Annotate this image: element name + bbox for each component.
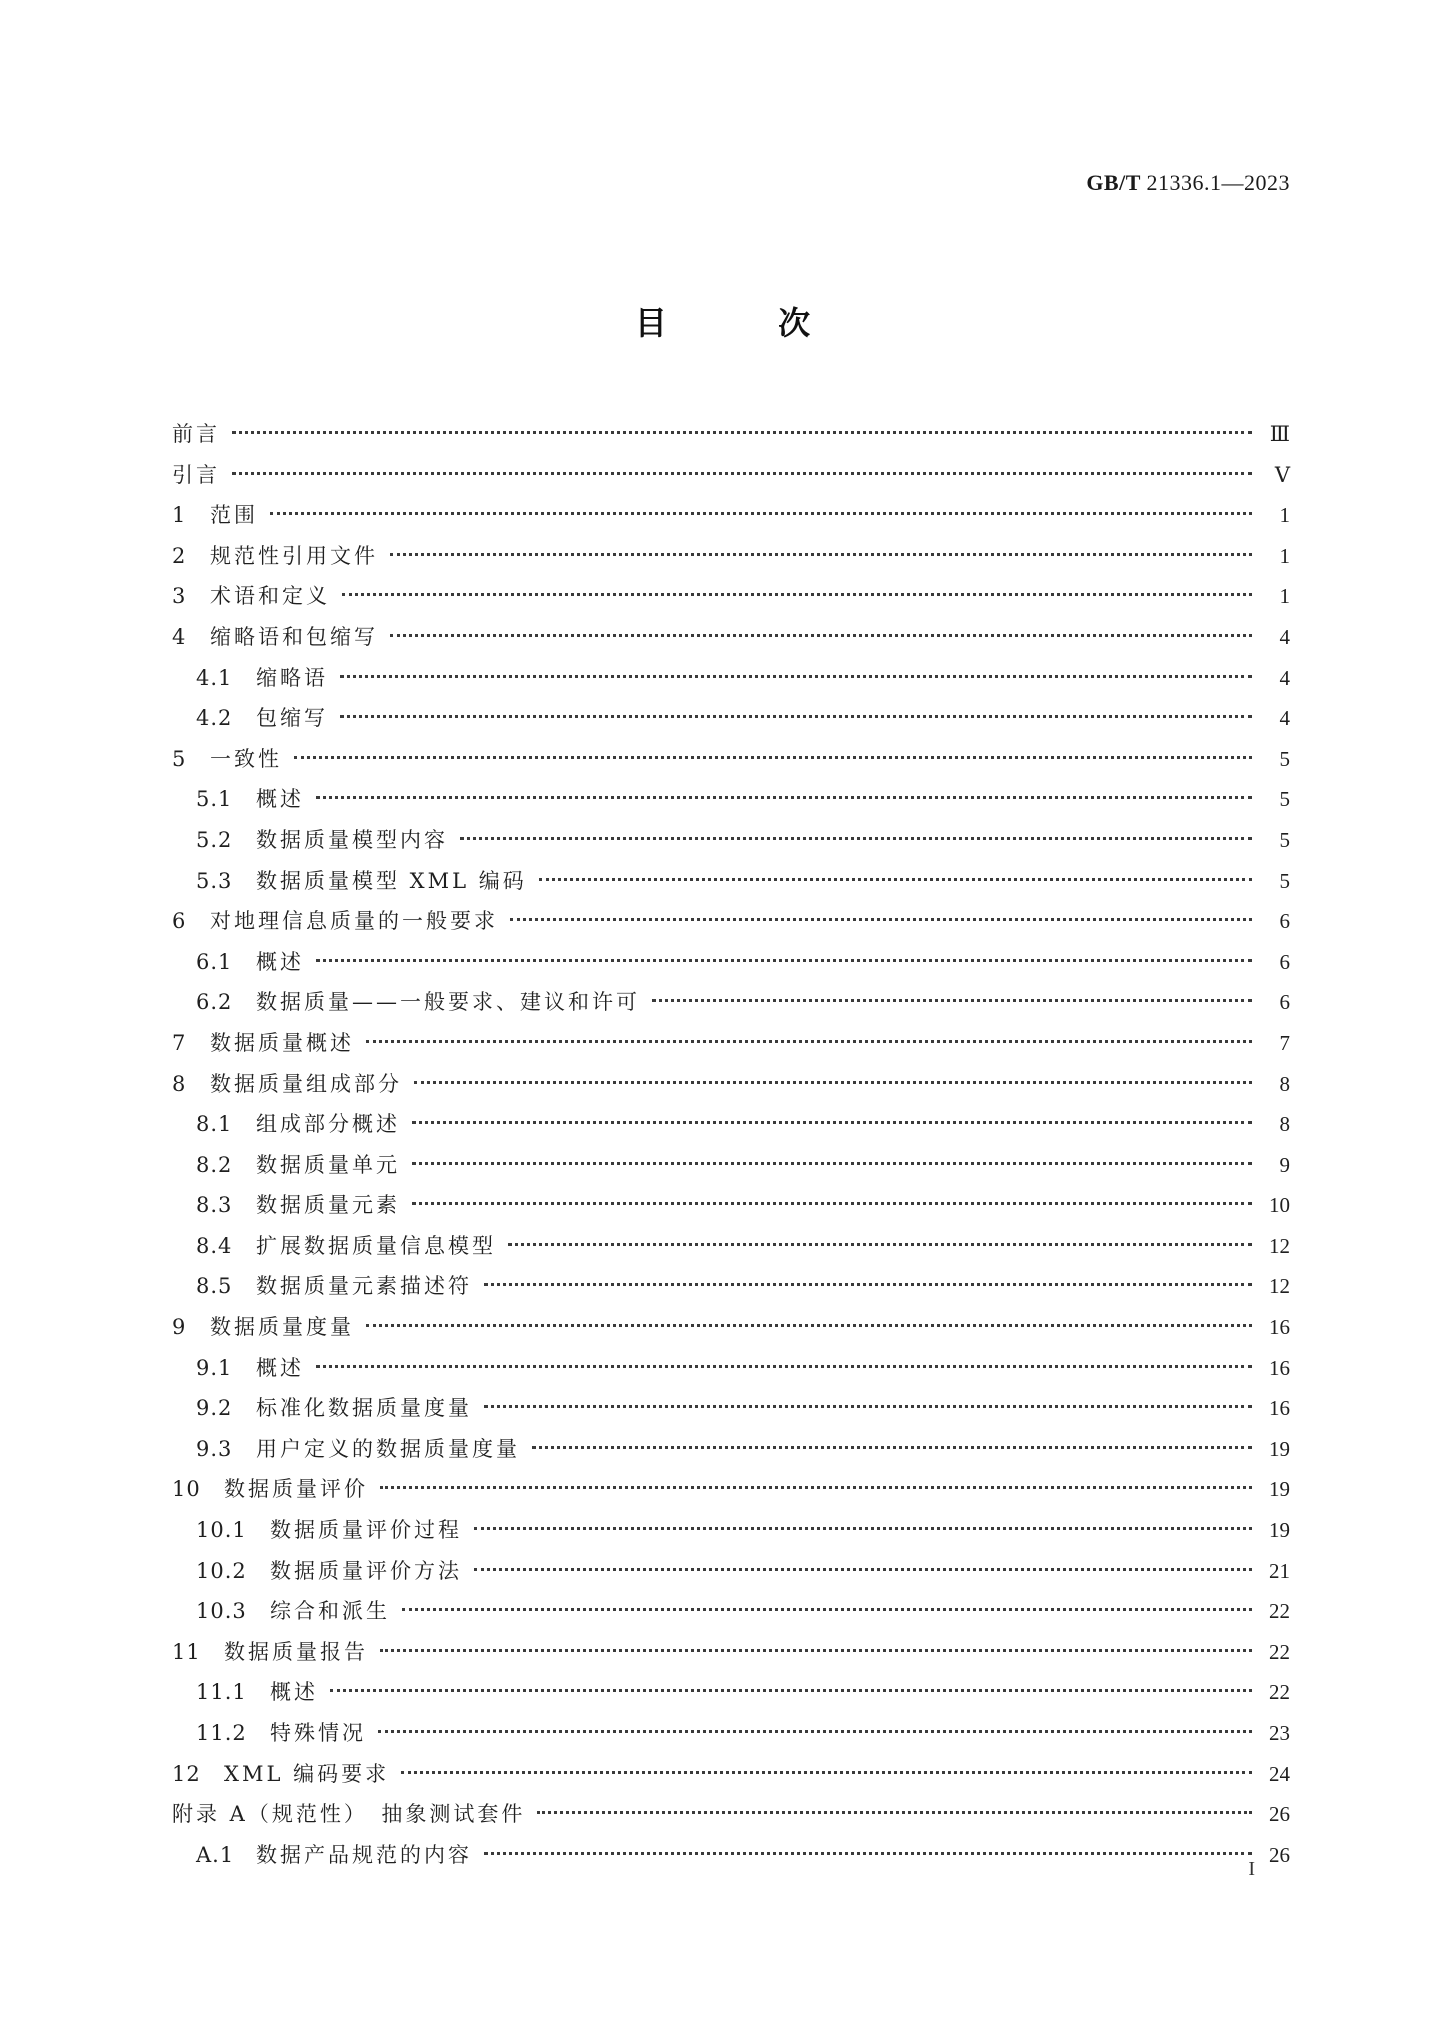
toc-entry-page: 9 [1279,1152,1290,1177]
dot-leader [508,1243,1252,1246]
toc-entry[interactable] [172,1185,1290,1226]
toc-entry[interactable] [172,820,1290,861]
dot-leader [484,1405,1252,1408]
toc-entry[interactable] [172,982,1290,1023]
toc-entry-page: 4 [1279,624,1290,649]
toc-entry-page: 7 [1279,1030,1290,1055]
dot-leader [316,796,1252,799]
toc-entry-page: 22 [1269,1599,1290,1624]
dot-leader [366,1324,1252,1327]
toc-entry-number: 1 [172,503,187,528]
toc-entry[interactable] [172,1591,1290,1632]
toc-entry-number: 5.3 [196,868,233,893]
toc-entry-title: 缩略语 [256,665,328,690]
toc-entry-title: 包缩写 [256,706,328,731]
toc-entry-number: 6 [172,909,187,934]
toc-entry-page: 26 [1269,1802,1290,1827]
toc-entry-title: 数据质量——一般要求、建议和许可 [256,990,640,1015]
toc-entry-number: 10.2 [196,1558,247,1583]
standard-prefix: GB/T [1086,170,1141,195]
dot-leader [412,1121,1252,1124]
toc-entry-page: 4 [1279,665,1290,690]
toc-entry-page: Ⅴ [1274,462,1290,487]
toc-entry-page: 10 [1269,1193,1290,1218]
toc-entry-page: 16 [1269,1396,1290,1421]
toc-entry-page: 5 [1279,827,1290,852]
toc-entry-page: 21 [1269,1558,1290,1583]
toc-entry[interactable] [172,1469,1290,1510]
toc-entry[interactable] [172,1348,1290,1389]
dot-leader [232,472,1252,475]
toc-entry[interactable] [172,1266,1290,1307]
toc-entry-title: 缩略语和包缩写 [210,624,378,649]
toc-entry-number: 5.1 [196,787,233,812]
toc-entry-page: 6 [1279,949,1290,974]
toc-entry-number: 8.2 [196,1152,233,1177]
dot-leader [380,1649,1252,1652]
toc-entry-number: 8 [172,1071,187,1096]
toc-entry-page: 19 [1269,1518,1290,1543]
toc-entry-title: 组成部分概述 [256,1112,400,1137]
dot-leader [330,1689,1252,1692]
toc-entry-page: 1 [1279,543,1290,568]
toc-entry-number: 8.1 [196,1112,233,1137]
toc-entry-title: 数据质量单元 [256,1152,400,1177]
toc-entry[interactable] [172,1388,1290,1429]
toc-entry-title: 数据质量评价过程 [270,1518,462,1543]
toc-entry-page: 24 [1269,1761,1290,1786]
dot-leader [510,918,1252,921]
toc-entry-number: 10.3 [196,1599,247,1624]
toc-entry-number: 9.2 [196,1396,233,1421]
toc-entry[interactable] [172,1510,1290,1551]
dot-leader [390,553,1252,556]
toc-entry-title: 前言 [172,422,220,446]
standard-number: 21336.1—2023 [1146,170,1290,195]
toc-entry-page: 19 [1269,1436,1290,1461]
dot-leader [484,1852,1252,1855]
dot-leader [316,959,1252,962]
dot-leader [390,634,1252,637]
page-title: 目 次 [634,304,861,342]
toc-entry[interactable] [172,739,1290,780]
page-number: I [1248,1858,1255,1880]
toc-entry-title: 概述 [256,787,304,812]
toc-entry-title: 范围 [210,503,258,528]
dot-leader [402,1608,1252,1611]
toc-entry[interactable] [172,536,1290,577]
toc-entry-page: 5 [1279,868,1290,893]
toc-entry[interactable] [172,1429,1290,1470]
toc-entry-title: 规范性引用文件 [210,543,378,568]
toc-entry[interactable] [172,1226,1290,1267]
toc-entry-number: 5 [172,746,187,771]
toc-entry-title: 数据质量模型 XML 编码 [256,868,527,893]
toc-entry-title: 数据质量评价 [224,1477,368,1502]
dot-leader [340,675,1252,678]
toc-entry-number: 11.2 [196,1721,247,1745]
toc-entry-number: 8.3 [196,1193,233,1218]
toc-entry[interactable] [172,1835,1290,1876]
table-of-contents [172,414,1290,1875]
toc-entry-title: 数据质量元素描述符 [256,1274,472,1299]
toc-entry[interactable] [172,1672,1290,1713]
toc-entry-page: 5 [1279,787,1290,812]
dot-leader [366,1040,1252,1043]
toc-entry-title: 一致性 [210,746,282,771]
toc-entry-page: 19 [1269,1477,1290,1502]
toc-entry-page: 22 [1269,1680,1290,1705]
toc-entry-number: 9 [172,1315,187,1340]
toc-entry-page: 8 [1279,1071,1290,1096]
toc-entry-title: 概述 [270,1680,318,1705]
toc-entry[interactable] [172,1632,1290,1673]
toc-entry-page: 16 [1269,1315,1290,1340]
toc-entry[interactable] [172,1023,1290,1064]
toc-entry-title: 数据质量组成部分 [210,1071,402,1096]
dot-leader [539,878,1252,881]
toc-entry-page: 12 [1269,1233,1290,1258]
dot-leader [294,756,1252,759]
toc-entry[interactable] [172,455,1290,496]
toc-entry-page: 6 [1279,990,1290,1015]
toc-entry-page: 22 [1269,1639,1290,1664]
toc-entry-title: 数据质量元素 [256,1193,400,1218]
dot-leader [316,1365,1252,1368]
toc-entry-page: 6 [1279,909,1290,934]
dot-leader [484,1283,1252,1286]
toc-entry-page: 23 [1269,1721,1290,1745]
toc-entry[interactable] [172,576,1290,617]
toc-entry-number: 6.2 [196,990,233,1015]
toc-entry-title: 概述 [256,1355,304,1380]
toc-entry[interactable] [172,1551,1290,1592]
toc-entry[interactable] [172,1145,1290,1186]
toc-entry-title: 用户定义的数据质量度量 [256,1436,520,1461]
toc-entry[interactable] [172,901,1290,942]
toc-entry-number: 9.3 [196,1436,233,1461]
toc-entry-title: 术语和定义 [210,584,330,609]
toc-entry-page: 1 [1279,503,1290,528]
dot-leader [414,1081,1252,1084]
toc-entry-number: 5.2 [196,827,233,852]
toc-entry[interactable] [172,1754,1290,1795]
toc-entry-page: 8 [1279,1112,1290,1137]
toc-entry-number: A.1 [196,1842,235,1867]
toc-entry-title: 扩展数据质量信息模型 [256,1233,496,1258]
toc-entry-number: 12 [172,1761,201,1786]
dot-leader [474,1568,1252,1571]
dot-leader [401,1771,1252,1774]
dot-leader [532,1446,1252,1449]
toc-entry-number: 4.2 [196,706,233,731]
dot-leader [460,837,1252,840]
toc-entry-title: 数据质量模型内容 [256,827,448,852]
toc-entry-title: XML 编码要求 [224,1761,390,1786]
toc-entry-title: 数据质量度量 [210,1315,354,1340]
toc-entry-title: 引言 [172,462,220,487]
toc-entry-title: 对地理信息质量的一般要求 [210,909,498,934]
toc-entry-title: 数据质量报告 [224,1639,368,1664]
toc-entry-page: 12 [1269,1274,1290,1299]
toc-entry-page: 1 [1279,584,1290,609]
toc-entry-number: 7 [172,1030,187,1055]
dot-leader [340,715,1252,718]
dot-leader [412,1202,1252,1205]
toc-entry-page: 5 [1279,746,1290,771]
toc-entry-title: 数据质量概述 [210,1030,354,1055]
toc-entry-number: 2 [172,543,187,568]
dot-leader [380,1486,1252,1489]
toc-entry-title: 特殊情况 [270,1721,366,1745]
toc-entry-title: 综合和派生 [270,1599,390,1624]
toc-entry[interactable] [172,942,1290,983]
dot-leader [232,431,1252,434]
toc-entry[interactable] [172,414,1290,455]
toc-entry[interactable] [172,1064,1290,1105]
dot-leader [474,1527,1252,1530]
toc-entry-title: 标准化数据质量度量 [256,1396,472,1421]
toc-entry-number: 6.1 [196,949,233,974]
toc-entry[interactable] [172,861,1290,902]
dot-leader [378,1730,1252,1733]
toc-entry[interactable] [172,495,1290,536]
toc-entry-number: 8.5 [196,1274,233,1299]
toc-entry[interactable] [172,617,1290,658]
toc-entry-page: 16 [1269,1355,1290,1380]
toc-entry[interactable] [172,1794,1290,1835]
toc-entry-title: 数据产品规范的内容 [256,1842,472,1867]
toc-entry-page: 26 [1269,1842,1290,1867]
toc-entry-page: 4 [1279,706,1290,731]
toc-entry-number: 11.1 [196,1680,247,1705]
toc-entry-page: Ⅲ [1269,422,1290,446]
toc-entry-title: 附录 A（规范性） 抽象测试套件 [172,1802,526,1827]
toc-entry-number: 4.1 [196,665,233,690]
toc-entry-number: 11 [172,1639,201,1664]
standard-code [1086,170,1290,196]
toc-entry[interactable] [172,1307,1290,1348]
toc-entry[interactable] [172,698,1290,739]
toc-entry-title: 数据质量评价方法 [270,1558,462,1583]
toc-entry[interactable] [172,1104,1290,1145]
toc-entry-number: 4 [172,624,187,649]
toc-entry-number: 10.1 [196,1518,247,1543]
toc-entry[interactable] [172,658,1290,699]
toc-entry-number: 8.4 [196,1233,233,1258]
toc-entry-title: 概述 [256,949,304,974]
toc-entry-number: 9.1 [196,1355,233,1380]
toc-entry[interactable] [172,779,1290,820]
dot-leader [412,1162,1252,1165]
toc-entry[interactable] [172,1713,1290,1754]
dot-leader [342,593,1252,596]
dot-leader [537,1811,1252,1814]
toc-entry-number: 10 [172,1477,201,1502]
toc-entry-number: 3 [172,584,187,609]
dot-leader [652,999,1252,1002]
dot-leader [270,512,1252,515]
